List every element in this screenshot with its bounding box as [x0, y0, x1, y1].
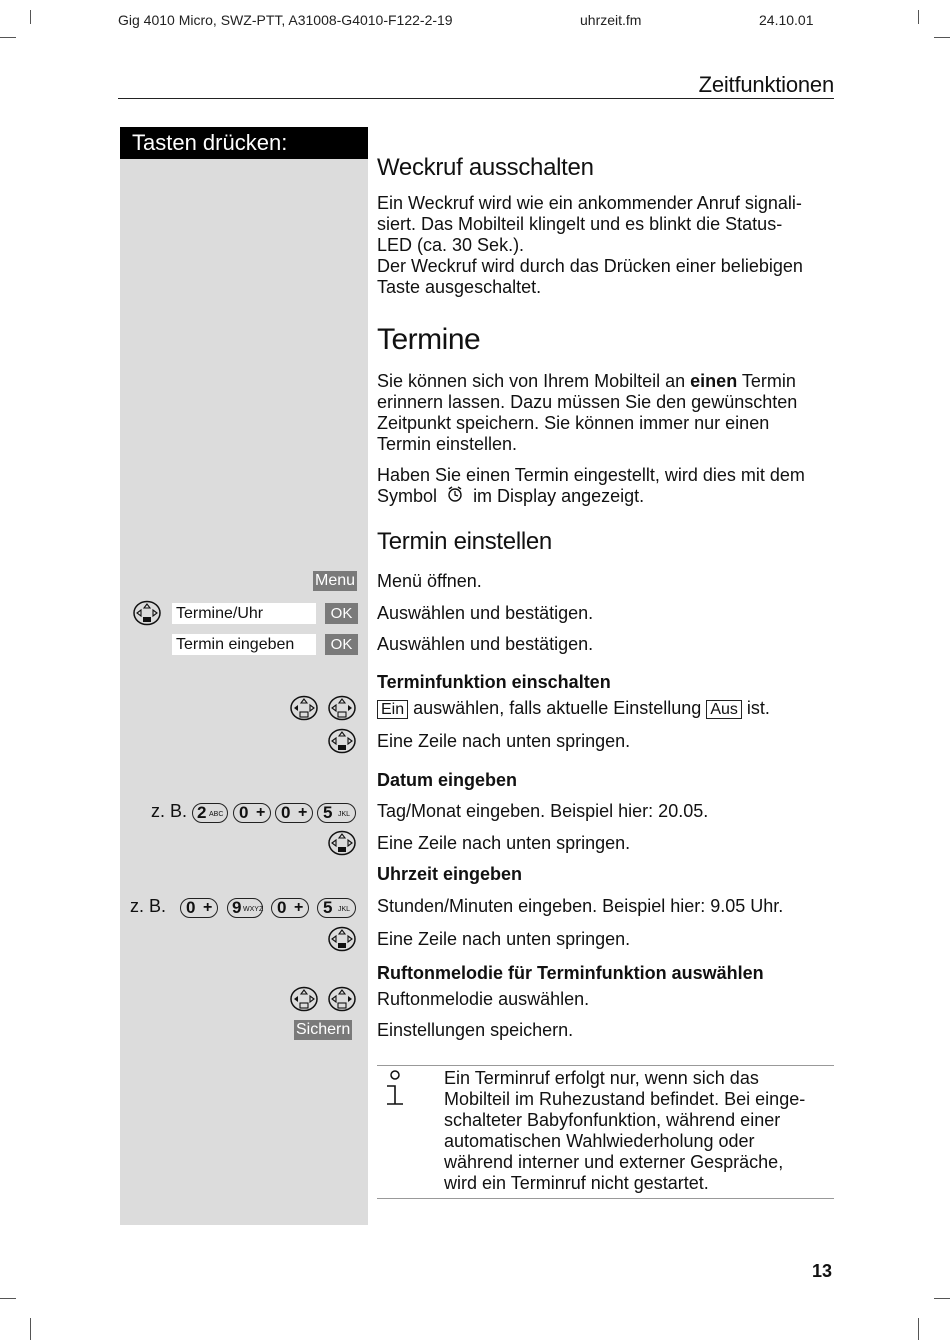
text-run: ist. — [741, 698, 770, 718]
text-line: erinnern lassen. Dazu müssen Sie den gewünschten — [377, 392, 798, 412]
key-digit: 9 — [232, 898, 242, 917]
option-aus: Aus — [706, 700, 742, 719]
uhrzeit-text: Stunden/Minuten eingeben. Beispiel hier: 9.05 Uhr. — [377, 896, 784, 916]
emphasis: einen — [690, 371, 738, 391]
navigation-key-left-right-icon — [289, 695, 319, 721]
key-letters: ABC — [209, 811, 224, 818]
subheading-uhrzeit: Uhrzeit eingeben — [377, 864, 523, 884]
key-letters: JKL — [338, 811, 351, 818]
text-line: automatischen Wahlwiederholung oder — [444, 1131, 755, 1151]
text-line: Termin einstellen. — [377, 434, 518, 454]
crop-mark — [918, 10, 919, 24]
crop-mark — [918, 1318, 919, 1340]
termine-paragraph-2 — [377, 465, 805, 507]
text-line: schalteter Babyfonfunktion, während einer — [444, 1110, 781, 1130]
navigation-key-down-icon — [327, 830, 357, 856]
section-title: Zeitfunktionen — [698, 72, 834, 97]
menu-field-termine-uhr[interactable]: Termine/Uhr — [172, 603, 316, 624]
text-line: wird ein Terminruf nicht gestartet. — [444, 1173, 709, 1193]
sidebar-heading: Tasten drücken: — [120, 127, 368, 159]
menu-field-termin-eingeben[interactable]: Termin eingeben — [172, 634, 316, 655]
text-line: Mobilteil im Ruhezustand befindet. Bei einge- — [444, 1089, 806, 1109]
text-line: Der Weckruf wird durch das Drücken einer beliebigen — [377, 256, 803, 276]
down-text: Eine Zeile nach unten springen. — [377, 833, 631, 853]
key-symbol: + — [203, 899, 213, 916]
key-2-icon — [192, 803, 228, 823]
key-5-icon — [317, 898, 356, 918]
key-0-icon — [233, 803, 271, 823]
key-digit: 0 — [186, 898, 196, 917]
text-line: Taste ausgeschaltet. — [377, 277, 542, 297]
text-run: Symbol — [377, 486, 438, 506]
ein-text — [377, 698, 770, 719]
key-digit: 5 — [323, 898, 333, 917]
text-line: Ein Weckruf wird wie ein ankommender Anruf signali- — [377, 193, 802, 213]
select-text: Auswählen und bestätigen. — [377, 634, 594, 654]
example-label: z. B. — [151, 801, 188, 821]
key-digit: 0 — [277, 898, 287, 917]
down-text: Eine Zeile nach unten springen. — [377, 731, 631, 751]
ok-key[interactable]: OK — [325, 603, 358, 624]
weckruf-title: Weckruf ausschalten — [377, 154, 594, 181]
key-0-icon — [180, 898, 218, 918]
header-doc-id: Gig 4010 Micro, SWZ-PTT, A31008-G4010-F122-2-19 — [118, 12, 453, 28]
crop-mark — [0, 1298, 16, 1299]
menu-key[interactable]: Menu — [315, 572, 356, 589]
page-number: 13 — [812, 1261, 833, 1281]
text-line: Haben Sie einen Termin eingestellt, wird dies mit dem — [377, 465, 805, 485]
info-icon — [383, 1070, 407, 1108]
crop-mark — [934, 37, 950, 38]
save-text: Einstellungen speichern. — [377, 1020, 574, 1040]
key-symbol: + — [256, 804, 266, 821]
subheading-terminfunktion: Terminfunktion einschalten — [377, 672, 611, 692]
text-line: LED (ca. 30 Sek.). — [377, 235, 525, 255]
key-symbol: + — [294, 899, 304, 916]
key-5-icon — [317, 803, 356, 823]
key-digit: 0 — [239, 803, 249, 822]
melodie-text: Ruftonmelodie auswählen. — [377, 989, 590, 1009]
datum-text: Tag/Monat eingeben. Beispiel hier: 20.05. — [377, 801, 709, 821]
key-digit: 0 — [281, 803, 291, 822]
subheading-ruftonmelodie: Ruftonmelodie für Terminfunktion auswählen — [377, 963, 764, 983]
text-line: Ein Terminruf erfolgt nur, wenn sich das — [444, 1068, 759, 1088]
navigation-key-down-icon — [327, 926, 357, 952]
navigation-key-icon — [132, 600, 162, 626]
termine-title: Termine — [377, 323, 481, 356]
option-ein: Ein — [377, 700, 408, 719]
text-line: siert. Das Mobilteil klingelt und es blinkt die Status- — [377, 214, 783, 234]
navigation-key-left-right-icon — [327, 986, 357, 1012]
crop-mark — [30, 10, 31, 24]
text-run: im Display angezeigt. — [473, 486, 645, 506]
header-rule — [118, 98, 834, 99]
crop-mark — [934, 1298, 950, 1299]
down-text: Eine Zeile nach unten springen. — [377, 929, 631, 949]
einstellen-title: Termin einstellen — [377, 528, 552, 555]
crop-mark — [30, 1318, 31, 1340]
alarm-clock-icon — [442, 486, 468, 504]
text-line: Zeitpunkt speichern. Sie können immer nur einen — [377, 413, 770, 433]
termine-paragraph-1 — [377, 371, 797, 455]
key-letters: WXYZ — [243, 906, 264, 913]
navigation-key-left-right-icon — [327, 695, 357, 721]
note-top-rule — [377, 1065, 834, 1066]
key-symbol: + — [298, 804, 308, 821]
crop-mark — [0, 37, 16, 38]
key-letters: JKL — [338, 906, 351, 913]
text-line — [377, 486, 805, 507]
key-digit: 2 — [197, 803, 207, 822]
header-date: 24.10.01 — [759, 12, 814, 28]
save-key[interactable]: Sichern — [296, 1021, 351, 1038]
text-run: Termin — [737, 371, 796, 391]
text-run: auswählen, falls aktuelle Einstellung — [408, 698, 707, 718]
select-text: Auswählen und bestätigen. — [377, 603, 594, 623]
text-line — [377, 371, 797, 392]
menu-text: Menü öffnen. — [377, 571, 482, 591]
example-label: z. B. — [130, 896, 167, 916]
navigation-key-left-right-icon — [289, 986, 319, 1012]
text-run: Sie können sich von Ihrem Mobilteil an — [377, 371, 691, 391]
text-line: während interner und externer Gespräche, — [444, 1152, 784, 1172]
ok-key[interactable]: OK — [325, 634, 358, 655]
key-0-icon — [271, 898, 309, 918]
subheading-datum: Datum eingeben — [377, 770, 518, 790]
header-filename: uhrzeit.fm — [580, 12, 642, 28]
note-text — [444, 1068, 805, 1194]
key-0-icon — [275, 803, 313, 823]
weckruf-text — [377, 193, 803, 298]
navigation-key-down-icon — [327, 728, 357, 754]
key-9-icon — [227, 898, 263, 918]
key-sidebar — [120, 127, 368, 1225]
key-digit: 5 — [323, 803, 333, 822]
note-bottom-rule — [377, 1198, 834, 1199]
